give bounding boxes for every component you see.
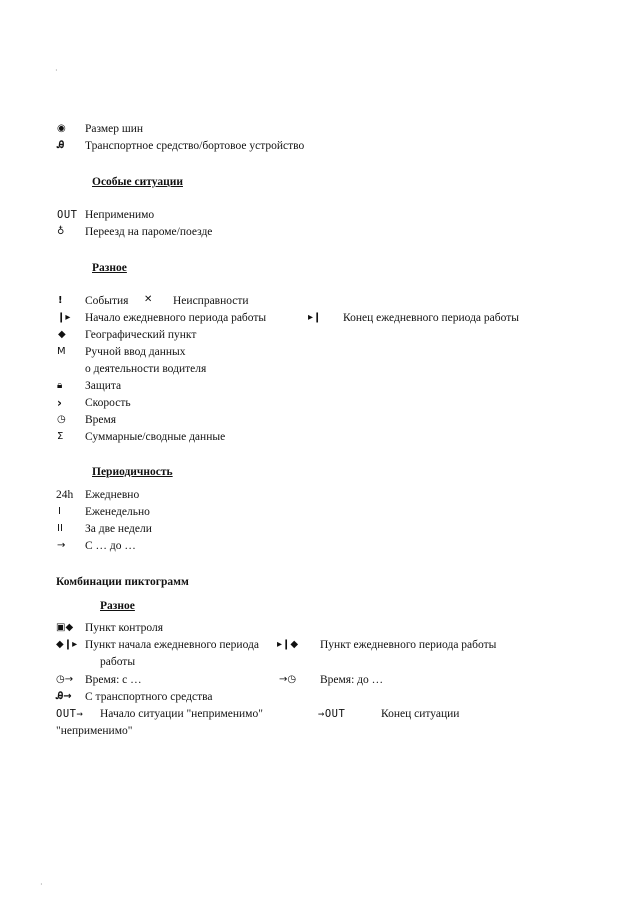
misc-title: Разное xyxy=(92,262,127,274)
start-location-label-wrap: работы xyxy=(100,656,136,668)
speck: · xyxy=(40,880,43,889)
time-to-icon: →◷ xyxy=(279,674,297,685)
location-icon: ◆ xyxy=(58,329,66,340)
time-from-label: Время: с … xyxy=(85,674,142,686)
not-applicable-label: Неприменимо xyxy=(85,209,155,221)
out-end-label: Конец ситуации xyxy=(381,708,460,720)
vehicle-unit-label: Транспортное средство/бортовое устройство xyxy=(85,140,305,152)
start-period-icon: ❙▸ xyxy=(57,312,71,323)
from-vehicle-label: С транспортного средства xyxy=(85,691,213,703)
time-label: Время xyxy=(85,414,117,426)
from-to-symbol: → xyxy=(57,540,66,551)
speck: · xyxy=(55,66,58,75)
combinations-misc-title: Разное xyxy=(100,600,135,612)
from-vehicle-icon: Ꭿ→ xyxy=(56,691,72,702)
end-location-icon: ▸❙◆ xyxy=(277,639,299,650)
out-start-symbol: OUT→ xyxy=(56,708,84,720)
daily-label: Ежедневно xyxy=(85,489,140,501)
weekly-label: Еженедельно xyxy=(85,506,150,518)
vehicle-unit-icon: Ꭿ xyxy=(57,140,65,151)
end-location-label: Пункт ежедневного периода работы xyxy=(320,639,497,651)
control-point-icon: ▣◆ xyxy=(56,622,74,633)
security-label: Защита xyxy=(85,380,122,392)
periodicity-title: Периодичность xyxy=(92,466,173,478)
start-period-label: Начало ежедневного периода работы xyxy=(85,312,267,324)
manual-entry-label-line1: Ручной ввод данных xyxy=(85,346,186,358)
speed-icon: › xyxy=(57,396,62,410)
weekly-symbol: I xyxy=(58,506,61,517)
location-label: Географический пункт xyxy=(85,329,197,341)
ferry-train-icon: ♁ xyxy=(57,226,65,237)
out-end-label-wrap: "неприменимо" xyxy=(56,725,133,737)
fortnightly-symbol: II xyxy=(57,523,63,534)
event-icon: ! xyxy=(58,295,63,306)
control-point-label: Пункт контроля xyxy=(85,622,163,634)
faults-label: Неисправности xyxy=(173,295,249,307)
daily-symbol: 24h xyxy=(56,489,74,501)
out-end-symbol: →OUT xyxy=(318,708,346,720)
fortnightly-label: За две недели xyxy=(85,523,152,535)
time-to-label: Время: до … xyxy=(320,674,384,686)
from-to-label: С … до … xyxy=(85,540,136,552)
out-start-label: Начало ситуации "неприменимо" xyxy=(100,708,263,720)
fault-icon: ✕ xyxy=(144,294,153,305)
manual-entry-icon: M xyxy=(57,346,66,357)
time-from-icon: ◷→ xyxy=(56,674,74,685)
summary-label: Суммарные/сводные данные xyxy=(85,431,226,443)
speed-label: Скорость xyxy=(85,397,131,409)
start-location-icon: ◆❙▸ xyxy=(56,639,78,650)
summary-icon: Σ xyxy=(57,431,64,442)
special-conditions-title: Особые ситуации xyxy=(92,176,183,188)
combinations-heading: Комбинации пиктограмм xyxy=(56,576,189,588)
manual-entry-label-line2: о деятельности водителя xyxy=(85,363,207,375)
ferry-train-label: Переезд на пароме/поезде xyxy=(85,226,213,238)
end-period-label: Конец ежедневного периода работы xyxy=(343,312,519,324)
events-label: События xyxy=(85,295,129,307)
tyre-icon: ◉ xyxy=(57,123,66,134)
out-symbol: OUT xyxy=(57,209,78,221)
end-period-icon: ▸❙ xyxy=(308,312,322,323)
tyre-size-label: Размер шин xyxy=(85,123,144,135)
clock-icon: ◷ xyxy=(57,414,66,425)
start-location-label: Пункт начала ежедневного периода xyxy=(85,639,259,651)
lock-icon: 🔒︎ xyxy=(57,380,63,391)
